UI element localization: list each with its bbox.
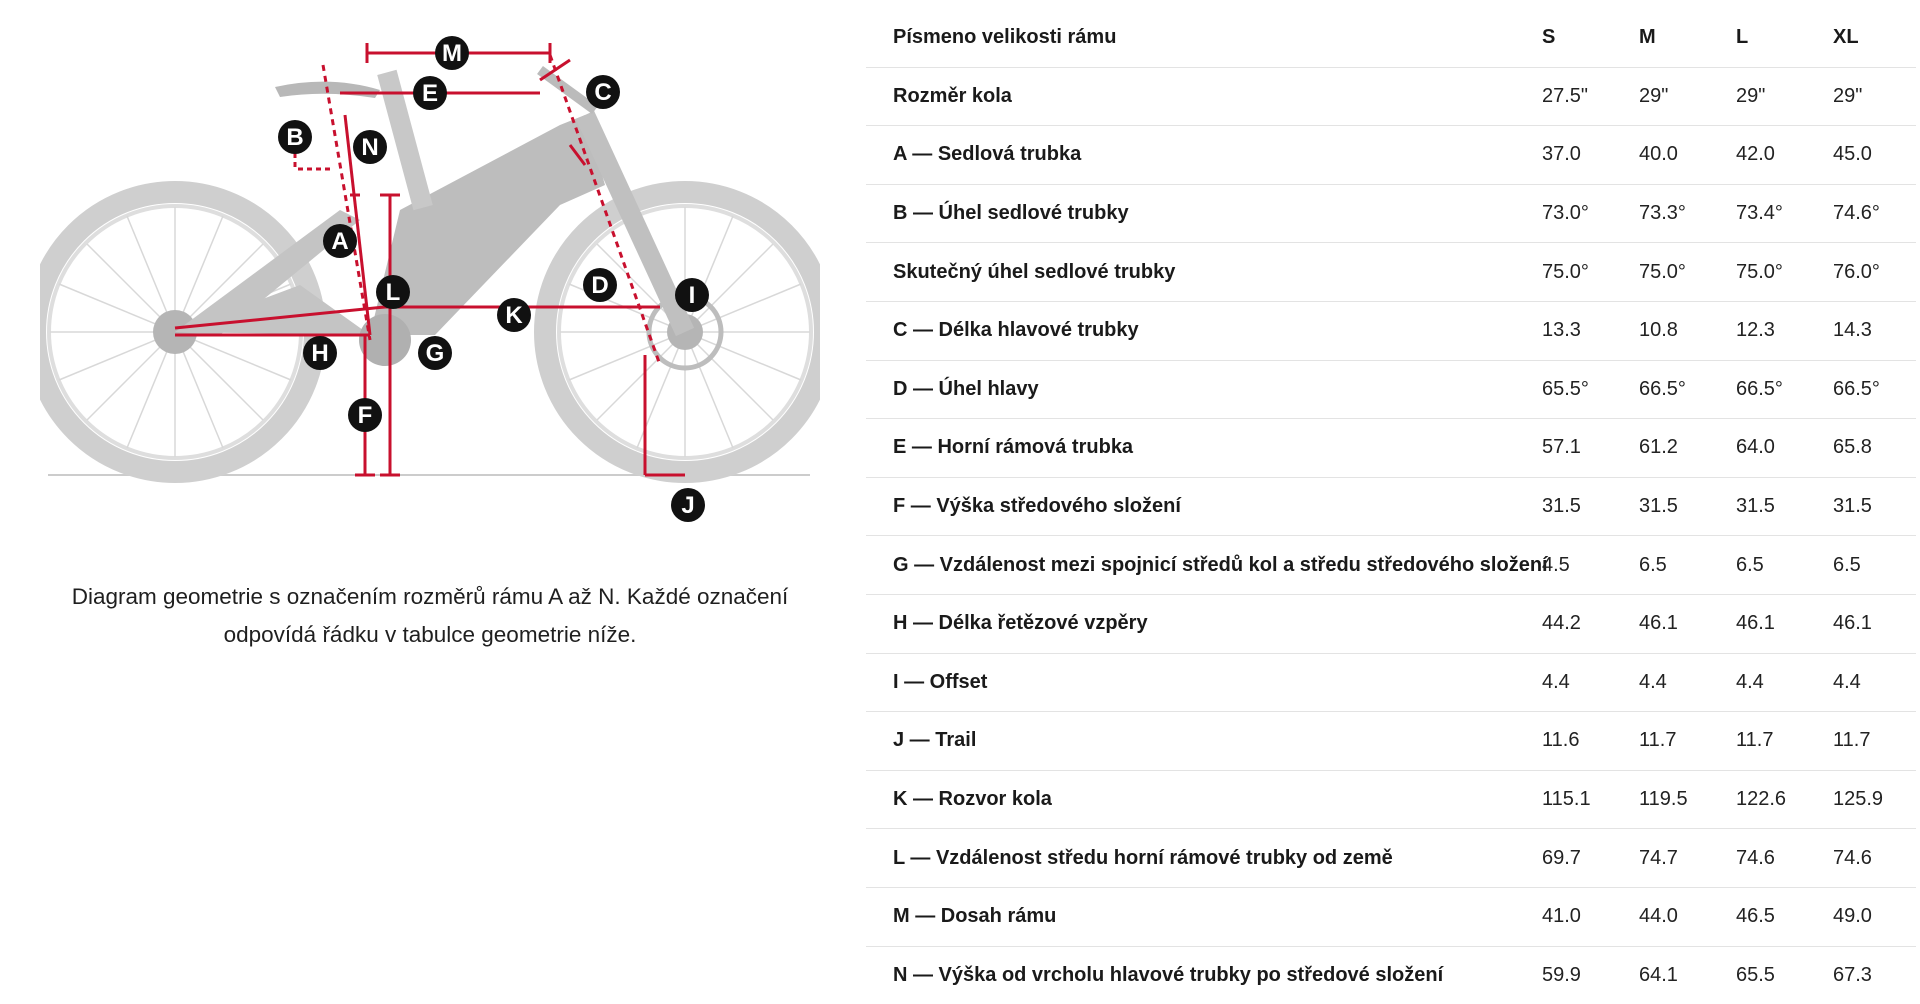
svg-text:C: C xyxy=(594,79,612,106)
value-xl: 11.7 xyxy=(1833,712,1916,771)
value-s: 75.0° xyxy=(1542,243,1639,302)
header-size-l: L xyxy=(1736,9,1833,67)
marker-i xyxy=(675,278,709,312)
table-row xyxy=(866,712,1916,771)
value-m: 44.0 xyxy=(1639,887,1736,946)
svg-text:J: J xyxy=(681,492,695,519)
row-label: K — Rozvor kola xyxy=(866,770,1542,829)
marker-h xyxy=(303,336,337,370)
value-xl: 45.0 xyxy=(1833,126,1916,185)
value-l: 6.5 xyxy=(1736,536,1833,595)
bike-geometry-diagram xyxy=(40,35,820,535)
value-s: 73.0° xyxy=(1542,184,1639,243)
svg-text:F: F xyxy=(357,402,373,429)
table-row xyxy=(866,653,1916,712)
table-row xyxy=(866,594,1916,653)
value-s: 41.0 xyxy=(1542,887,1639,946)
svg-text:E: E xyxy=(421,80,439,107)
value-m: 4.4 xyxy=(1639,653,1736,712)
geometry-panel xyxy=(0,0,860,992)
row-label: E — Horní rámová trubka xyxy=(866,419,1542,478)
value-s: 13.3 xyxy=(1542,301,1639,360)
svg-text:G: G xyxy=(425,340,445,367)
table-row xyxy=(866,243,1916,302)
value-xl: 14.3 xyxy=(1833,301,1916,360)
value-l: 75.0° xyxy=(1736,243,1833,302)
value-xl: 4.4 xyxy=(1833,653,1916,712)
row-label: A — Sedlová trubka xyxy=(866,126,1542,185)
marker-e xyxy=(413,76,447,110)
value-m: 61.2 xyxy=(1639,419,1736,478)
row-label: G — Vzdálenost mezi spojnicí středů kol a středu středového složení xyxy=(866,536,1542,595)
svg-text:K: K xyxy=(505,302,523,329)
marker-a xyxy=(323,224,357,258)
value-s: 57.1 xyxy=(1542,419,1639,478)
value-m: 119.5 xyxy=(1639,770,1736,829)
table-row xyxy=(866,829,1916,888)
value-xl: 125.9 xyxy=(1833,770,1916,829)
row-label: L — Vzdálenost středu horní rámové trubky od země xyxy=(866,829,1542,888)
diagram-caption: Diagram geometrie s označením rozměrů rámu A až N. Každé označení odpovídá řádku v tabulce geometrie níže. xyxy=(71,584,789,647)
value-m: 73.3° xyxy=(1639,184,1736,243)
value-l: 4.4 xyxy=(1736,653,1833,712)
value-s: 4.4 xyxy=(1542,653,1639,712)
table-row xyxy=(866,301,1916,360)
value-s: 4.5 xyxy=(1542,536,1639,595)
row-label: I — Offset xyxy=(866,653,1542,712)
table-row xyxy=(866,184,1916,243)
value-m: 31.5 xyxy=(1639,477,1736,536)
value-m: 10.8 xyxy=(1639,301,1736,360)
value-s: 59.9 xyxy=(1542,963,1581,986)
header-size-s: S xyxy=(1542,9,1639,67)
table-row xyxy=(866,67,1916,126)
value-xl: 65.8 xyxy=(1833,419,1916,478)
table-row xyxy=(866,477,1916,536)
geometry-table-container xyxy=(866,9,1916,1004)
row-label: M — Dosah rámu xyxy=(866,887,1542,946)
svg-text:B: B xyxy=(286,124,304,151)
value-s: 44.2 xyxy=(1542,594,1639,653)
geometry-table xyxy=(866,9,1916,1004)
row-label: B — Úhel sedlové trubky xyxy=(866,184,1542,243)
row-label: D — Úhel hlavy xyxy=(866,360,1542,419)
marker-m xyxy=(435,36,469,70)
value-l: 11.7 xyxy=(1736,712,1833,771)
row-label: H — Délka řetězové vzpěry xyxy=(866,594,1542,653)
value-m: 46.1 xyxy=(1639,594,1736,653)
value-l: 66.5° xyxy=(1736,360,1833,419)
value-xl: 49.0 xyxy=(1833,887,1916,946)
value-s: 115.1 xyxy=(1542,770,1639,829)
value-s: 11.6 xyxy=(1542,712,1639,771)
table-row xyxy=(866,419,1916,478)
value-s: 69.7 xyxy=(1542,829,1639,888)
marker-d xyxy=(583,268,617,302)
value-s: 31.5 xyxy=(1542,477,1639,536)
marker-f xyxy=(348,398,382,432)
table-row xyxy=(866,536,1916,595)
header-size-xl: XL xyxy=(1833,9,1916,67)
value-xl: 46.1 xyxy=(1833,594,1916,653)
header-size-m: M xyxy=(1639,9,1736,67)
svg-text:I: I xyxy=(688,282,696,309)
marker-k xyxy=(497,298,531,332)
value-l: 65.5 xyxy=(1736,963,1775,986)
row-label: C — Délka hlavové trubky xyxy=(866,301,1542,360)
value-l: 12.3 xyxy=(1736,301,1833,360)
value-l: 46.1 xyxy=(1736,594,1833,653)
value-m: 64.1 xyxy=(1639,963,1678,986)
value-s: 37.0 xyxy=(1542,126,1639,185)
marker-c xyxy=(586,75,620,109)
table-row xyxy=(866,887,1916,946)
value-xl: 66.5° xyxy=(1833,360,1916,419)
svg-text:M: M xyxy=(442,40,462,67)
marker-b xyxy=(278,120,312,154)
value-s: 65.5° xyxy=(1542,360,1639,419)
value-xl: 29" xyxy=(1833,67,1916,126)
table-row xyxy=(866,126,1916,185)
table-header-row xyxy=(866,9,1916,67)
value-xl: 6.5 xyxy=(1833,536,1916,595)
value-xl: 74.6 xyxy=(1833,829,1916,888)
value-l: 64.0 xyxy=(1736,419,1833,478)
table-row xyxy=(866,770,1916,829)
table-row xyxy=(866,360,1916,419)
value-l: 31.5 xyxy=(1736,477,1833,536)
value-m: 75.0° xyxy=(1639,243,1736,302)
value-xl: 31.5 xyxy=(1833,477,1916,536)
value-l: 122.6 xyxy=(1736,770,1833,829)
value-m: 6.5 xyxy=(1639,536,1736,595)
value-m: 11.7 xyxy=(1639,712,1736,771)
value-l: 73.4° xyxy=(1736,184,1833,243)
value-m: 74.7 xyxy=(1639,829,1736,888)
svg-text:H: H xyxy=(311,340,329,367)
svg-text:A: A xyxy=(331,228,349,255)
svg-text:N: N xyxy=(361,134,379,161)
value-s: 27.5" xyxy=(1542,67,1639,126)
row-label: Rozměr kola xyxy=(866,67,1542,126)
value-l: 74.6 xyxy=(1736,829,1833,888)
value-xl: 67.3 xyxy=(1833,963,1872,986)
marker-l xyxy=(376,275,410,309)
row-label: Skutečný úhel sedlové trubky xyxy=(866,243,1542,302)
marker-g xyxy=(418,336,452,370)
value-xl: 76.0° xyxy=(1833,243,1916,302)
marker-j xyxy=(671,488,705,522)
table-row xyxy=(866,946,1916,1004)
svg-text:L: L xyxy=(385,279,401,306)
value-xl: 74.6° xyxy=(1833,184,1916,243)
value-m: 29" xyxy=(1639,67,1736,126)
svg-text:D: D xyxy=(591,272,609,299)
row-label: J — Trail xyxy=(866,712,1542,771)
row-label: N — Výška od vrcholu hlavové trubky po středové složení xyxy=(893,963,1444,986)
value-l: 46.5 xyxy=(1736,887,1833,946)
row-label: F — Výška středového složení xyxy=(866,477,1542,536)
value-m: 66.5° xyxy=(1639,360,1736,419)
header-label: Písmeno velikosti rámu xyxy=(866,9,1542,67)
value-l: 42.0 xyxy=(1736,126,1833,185)
marker-n xyxy=(353,130,387,164)
value-l: 29" xyxy=(1736,67,1833,126)
value-m: 40.0 xyxy=(1639,126,1736,185)
